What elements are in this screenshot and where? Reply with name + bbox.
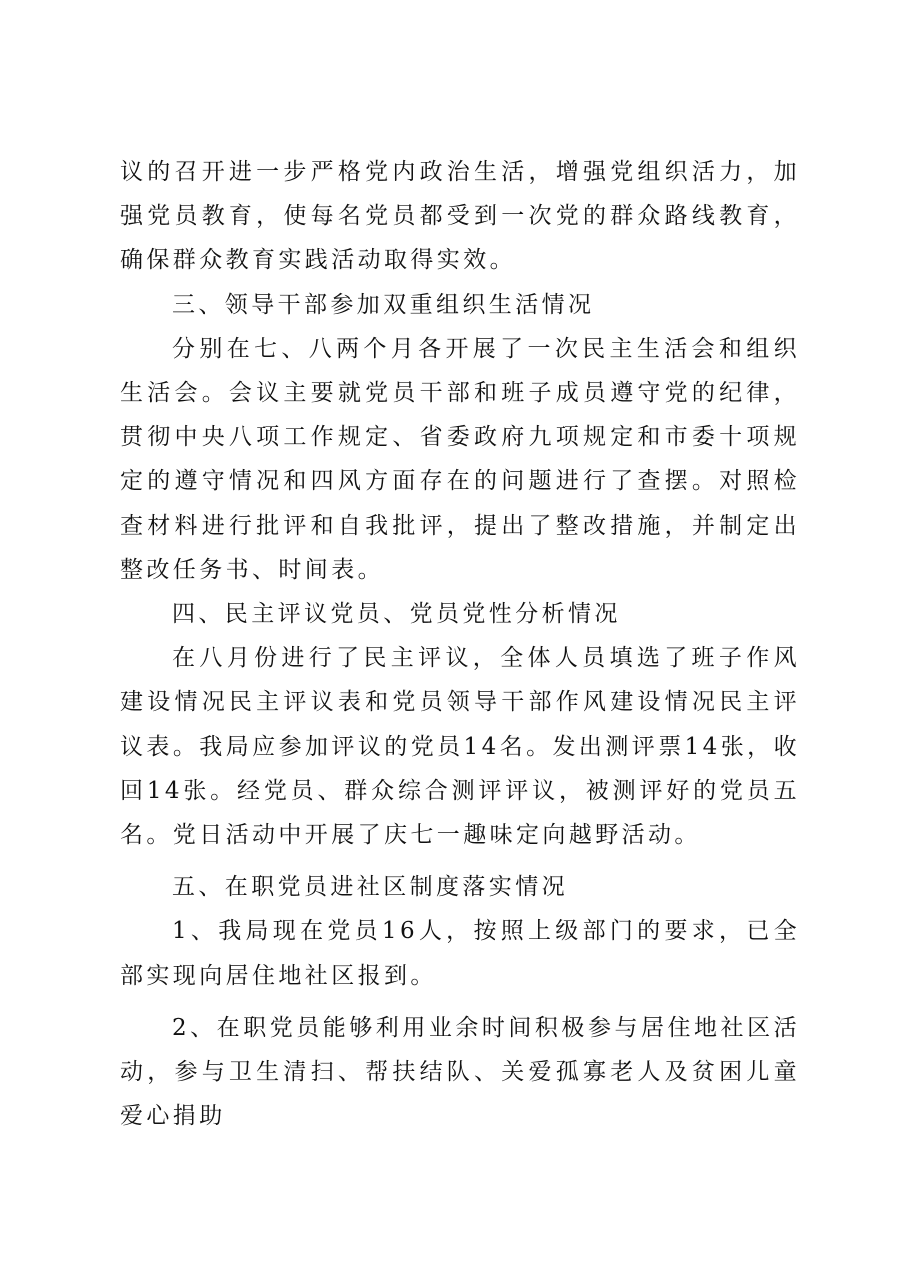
paragraph-intro: 议的召开进一步严格党内政治生活，增强党组织活力，加强党员教育，使每名党员都受到一次党的群众路线教育，确保群众教育实践活动取得实效。 [120,159,800,274]
section-heading-4: 四、民主评议党员、党员党性分析情况 [172,601,621,628]
paragraph-section-5-item-1: 1、我局现在党员16人，按照上级部门的要求，已全部实现向居住地社区报到。 [120,918,800,989]
section-heading-5: 五、在职党员进社区制度落实情况 [172,874,568,901]
document-body [120,150,800,1138]
paragraph-section-3: 分别在七、八两个月各开展了一次民主生活会和组织生活会。会议主要就党员干部和班子成员遵守党的纪律，贯彻中央八项工作规定、省委政府九项规定和市委十项规定的遵守情况和四风方面存在的问题进行了查摆。对照检查材料进行批评和自我批评，提出了整改措施，并制定出整改任务书、时间表。 [120,335,800,583]
paragraph-section-4: 在八月份进行了民主评议，全体人员填选了班子作风建设情况民主评议表和党员领导干部作风建设情况民主评议表。我局应参加评议的党员14名。发出测评票14张，收回14张。经党员、群众综合测评评议，被测评好的党员五名。党日活动中开展了庆七一趣味定向越野活动。 [120,645,800,849]
section-heading-3: 三、领导干部参加双重组织生活情况 [172,291,595,318]
paragraph-section-5-item-2: 2、在职党员能够利用业余时间积极参与居住地社区活动，参与卫生清扫、帮扶结队、关爱孤寡老人及贫困儿童爱心捐助 [120,1014,800,1130]
